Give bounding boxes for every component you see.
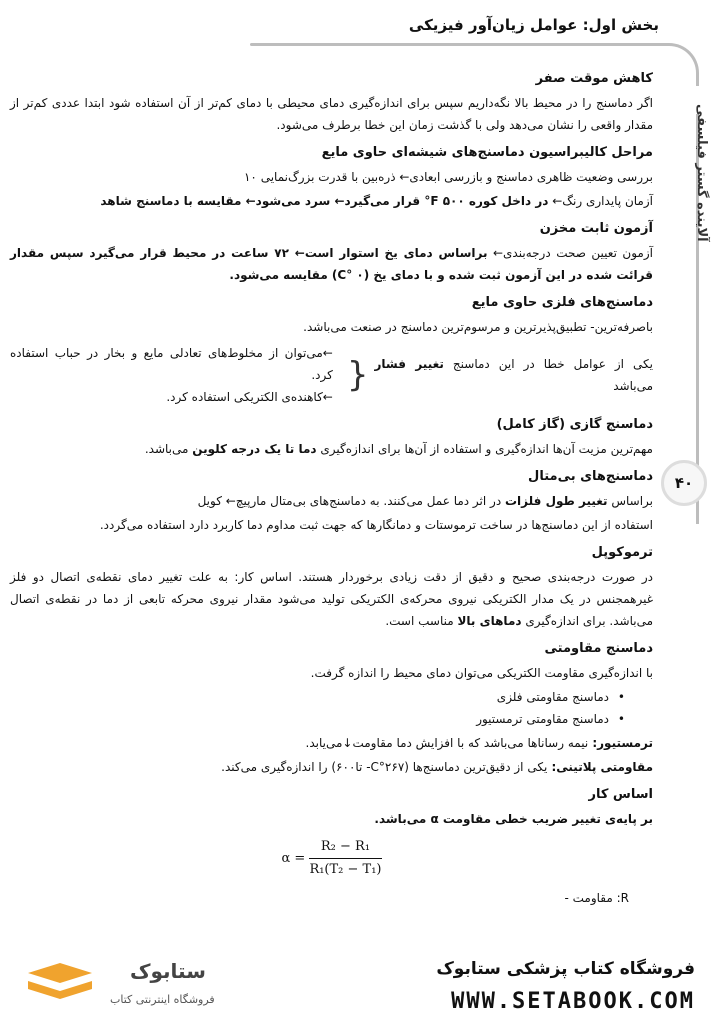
section-title-metal-liquid: دماسنج‌های فلزی حاوی مایع (471, 295, 653, 310)
text-run: یکی از دقیق‌ترین دماسنج‌ها (۲۶۷°C- تا۶۰۰) را اندازه‌گیری می‌کند. (221, 760, 548, 774)
text-run: مناسب است. (385, 614, 458, 628)
paragraph (10, 190, 653, 212)
text-run: یکی از عوامل خطا در این دماسنج (443, 357, 653, 371)
text-run: در صورت درجه‌بندی صحیح و دقیق از دقت زیادی برخوردار هستند. اساس کار: به علت تغییر دمای نقطه‌ی اتصال دو فلز غیرهمجنس در یک مدار الکتریکی نیروی محرکه‌ی الکتریکی تولید می‌شود مقدار نیروی محرکه تابعی از دما در نقطه‌ی اتصال می‌باشد. برای اندازه‌گیری (10, 570, 653, 628)
branch-option: ←کاهنده‌ی الکتریکی استفاده کرد. (166, 390, 333, 404)
text-run: می‌باشد. (144, 442, 193, 456)
paragraph (10, 490, 653, 512)
bullet-list (10, 686, 625, 730)
bold-text-run: براساس دمای یخ استوار است← ۷۲ ساعت در محیط قرار می‌گیرد سپس مقدار قرائت شده در این آزمون ثبت شده و با دمای یخ (۰ °C) مقایسه می‌شود. (10, 246, 653, 282)
bold-text-run: دماهای بالا (457, 614, 522, 628)
shop-url-link[interactable]: WWW.SETABOOK.COM (451, 989, 695, 1014)
paragraph: استفاده از این دماسنج‌ها در ساخت ترموستات و دمانگارها که جهت ثبت مداوم دما کاربرد دارد استفاده می‌گردد. (99, 518, 653, 532)
chapter-title: بخش اول: عوامل زیان‌آور فیزیکی (408, 16, 659, 34)
text-run: مهم‌ترین مزیت آن‌ها اندازه‌گیری و استفاده از آن‌ها برای اندازه‌گیری (316, 442, 653, 456)
bold-text-run: ترمستیور: (588, 736, 653, 750)
header-rule (250, 43, 659, 46)
list-item: • دماسنج مقاومتی فلزی (10, 686, 625, 708)
bold-text-run: مقاومتی پلاتینی: (547, 760, 653, 774)
paragraph: بررسی وضعیت ظاهری دماسنج و بازرسی ابعادی← ذره‌بین با قدرت بزرگ‌نمایی ۱۰ (243, 170, 653, 184)
section-title-bimetal: دماسنج‌های بی‌متال (528, 469, 653, 484)
section-title-thermocouple: ترموکوپل (591, 545, 653, 560)
page-content (10, 62, 653, 911)
formula-fraction (309, 836, 381, 881)
setabook-logo[interactable] (20, 959, 280, 1015)
brace-icon: { (346, 355, 369, 395)
logo-subtitle: فروشگاه اینترنتی کتاب (110, 993, 215, 1006)
side-book-label: آلاینده گستر فیلسفی (694, 104, 709, 242)
text-run: می‌باشد (613, 379, 653, 393)
paragraph (10, 756, 653, 778)
list-item: • دماسنج مقاومتی ترمستیور (10, 708, 625, 730)
error-branch-diagram (10, 342, 653, 408)
footer-banner (0, 945, 715, 1024)
branch-option: ←می‌توان از مخلوط‌های تعادلی مایع و بخار در حباب استفاده کرد. (10, 346, 333, 382)
paragraph: با اندازه‌گیری مقاومت الکتریکی می‌توان دمای محیط را اندازه گرفت. (310, 666, 653, 680)
bold-text-run: دما تا یک درجه کلوین (192, 442, 317, 456)
paragraph: اگر دماسنج را در محیط بالا نگه‌داریم سپس برای اندازه‌گیری دمای محیطی با دمای کم‌تر از آن استفاده شود ابتدا عددی کم‌تر از مقدار واقعی را نشان می‌دهد ولی با گذشت زمان این خطا برطرف می‌شود. (10, 96, 653, 132)
section-title-principle: اساس کار (588, 787, 653, 802)
section-title-calibration: مراحل کالیبراسیون دماسنج‌های شیشه‌ای حاوی مایع (321, 145, 653, 160)
logo-text: ستابوک (130, 959, 206, 983)
formula-denominator: R₁(T₂ − T₁) (309, 862, 382, 877)
paragraph (10, 242, 653, 286)
paragraph: باصرفه‌ترین- تطبیق‌پذیرترین و مرسوم‌ترین دماسنج در صنعت می‌باشد. (303, 320, 653, 334)
text-run: آزمون تعیین صحت درجه‌بندی← (487, 246, 653, 260)
bold-text-run: تغییر فشار (374, 357, 444, 371)
formula-lhs: α = (281, 851, 306, 866)
text-run: آزمان پایداری رنگ← (548, 194, 653, 208)
formula-numerator: R₂ − R₁ (309, 836, 381, 859)
bold-text-run: تغییر طول فلزات (505, 494, 608, 508)
paragraph: بر پایه‌ی تغییر ضریب خطی مقاومت α می‌باشد. (374, 812, 653, 826)
side-strip (675, 44, 715, 494)
alpha-formula (10, 836, 653, 881)
branch-lead (374, 353, 653, 397)
page-number: ۴۰ (661, 460, 707, 506)
bold-text-run: در داخل کوره ۵۰۰ F° قرار می‌گیرد← سرد می‌شود← مقایسه با دماسنج شاهد (100, 194, 549, 208)
section-title-zero-drop: کاهش موقت صفر (535, 71, 653, 86)
text-run: در اثر دما عمل می‌کنند. به دماسنج‌های بی‌متال مارپیچ← کویل (197, 494, 505, 508)
formula-note: R: مقاومت - (564, 891, 629, 905)
text-run: نیمه رساناها می‌باشد که با افزایش دما مقاومت↓می‌یابد. (305, 736, 589, 750)
paragraph (10, 732, 653, 754)
page-header (250, 14, 675, 48)
paragraph (10, 438, 653, 460)
paragraph (10, 566, 653, 632)
shop-name: فروشگاه کتاب پزشکی ستابوک (436, 959, 695, 979)
section-title-resistance: دماسنج مقاومتی (544, 641, 653, 656)
book-logo-icon (20, 959, 100, 1009)
section-title-reservoir-test: آزمون ثابت مخزن (539, 221, 653, 236)
section-title-gas-thermometer: دماسنج گازی (گاز کامل) (496, 417, 653, 432)
branch-options (10, 342, 333, 408)
text-run: براساس (607, 494, 653, 508)
